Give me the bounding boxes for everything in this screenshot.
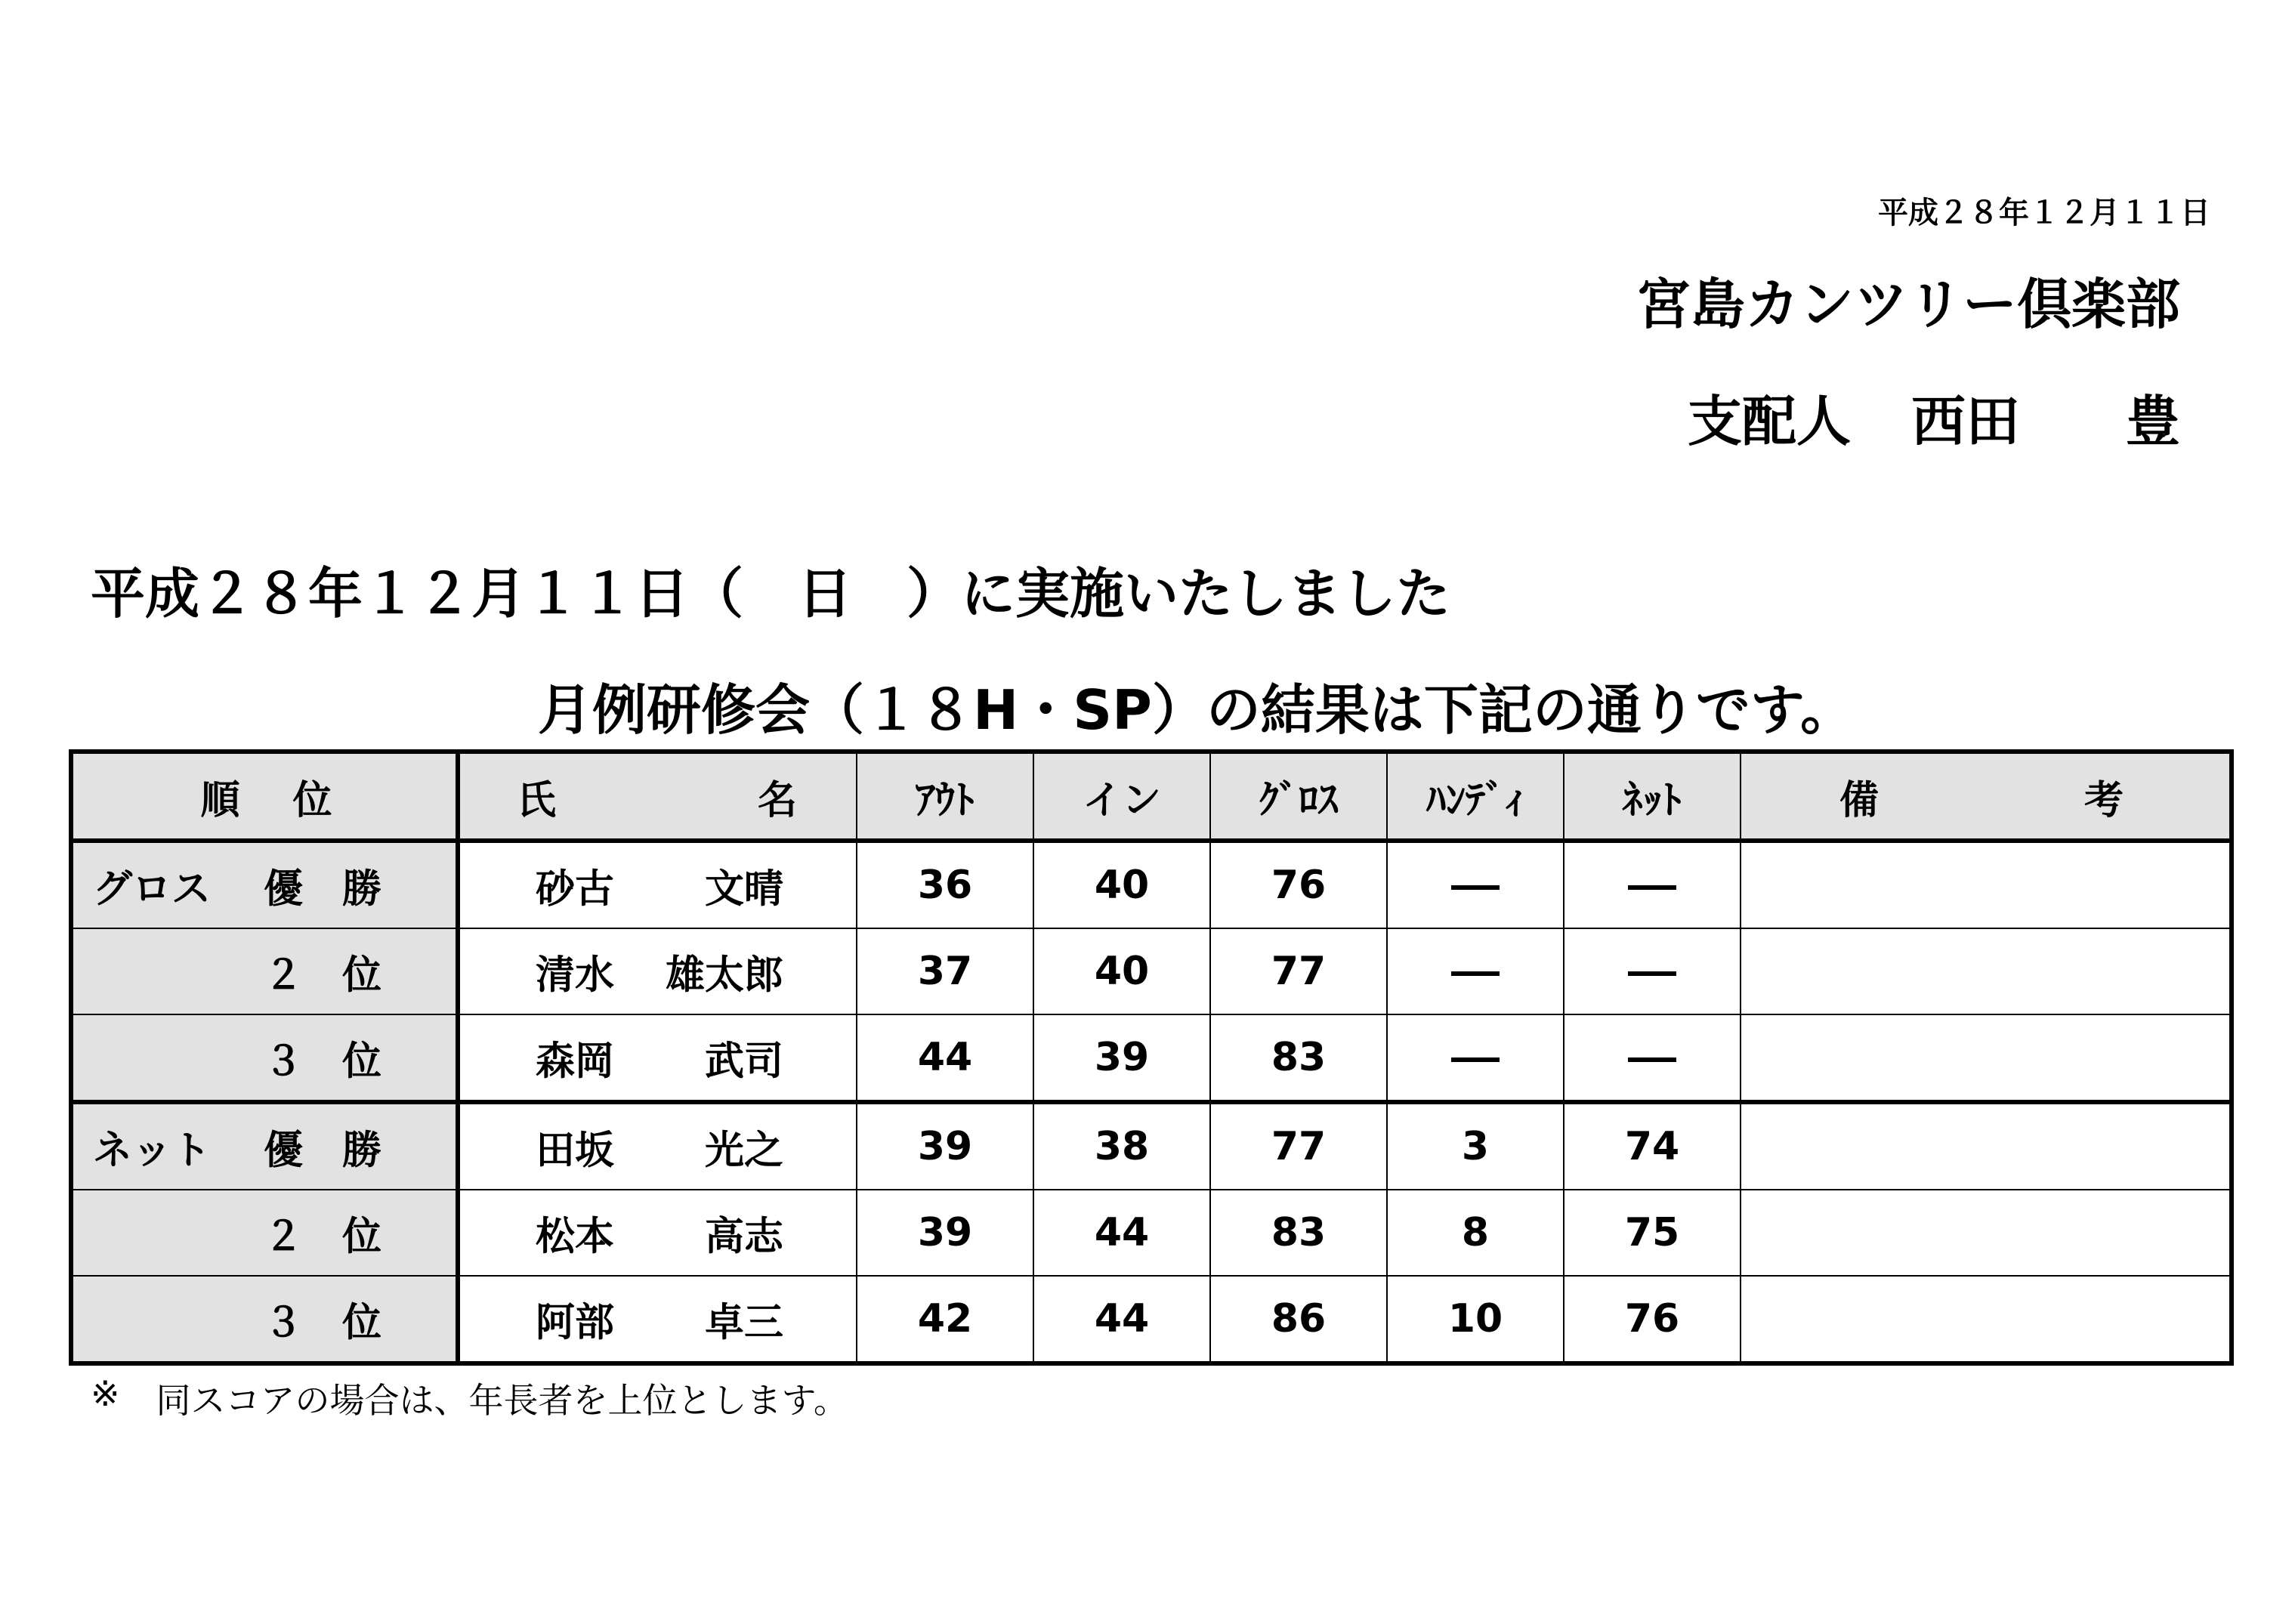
remarks-cell (1741, 1190, 2232, 1276)
dash-mark (1451, 971, 1500, 976)
out-score: 39 (857, 1102, 1033, 1190)
player-family-name: 田坂 (536, 1128, 615, 1174)
remarks-cell (1741, 1014, 2232, 1102)
player-name-cell (458, 1276, 857, 1363)
dash-mark (1451, 885, 1500, 890)
header-rank-char-1: 順 (200, 777, 240, 823)
table-header-row (71, 752, 2232, 841)
header-in: イン (1033, 752, 1210, 841)
rank-label: ２ 位 (264, 1214, 382, 1260)
in-score: 39 (1033, 1014, 1210, 1102)
header-out: ｱｳﾄ (857, 752, 1033, 841)
in-score: 44 (1033, 1276, 1210, 1363)
net-group-label: ネット (93, 1128, 212, 1174)
header-name (458, 752, 857, 841)
handicap-cell (1387, 928, 1564, 1014)
table-row (71, 928, 2232, 1014)
header-rank (71, 752, 458, 841)
player-given-name: 高志 (704, 1214, 783, 1260)
gross-score: 86 (1210, 1276, 1387, 1363)
rank-cell (71, 1276, 458, 1363)
table-row (71, 1190, 2232, 1276)
table-row (71, 841, 2232, 928)
net-score: 74 (1564, 1102, 1741, 1190)
handicap-score: 3 (1387, 1102, 1564, 1190)
rank-label: 優 勝 (264, 866, 382, 912)
gross-score: 76 (1210, 841, 1387, 928)
intro-line-1: 平成２８年１２月１１日（ 日 ）に実施いたしました (91, 562, 1451, 625)
player-given-name: 文晴 (704, 866, 783, 912)
out-score: 42 (857, 1276, 1033, 1363)
remarks-cell (1741, 928, 2232, 1014)
player-family-name: 清水 (536, 952, 615, 999)
net-score: 76 (1564, 1276, 1741, 1363)
rank-cell (71, 1014, 458, 1102)
in-score: 40 (1033, 928, 1210, 1014)
header-remarks (1741, 752, 2232, 841)
rank-label: ２ 位 (264, 952, 382, 999)
in-score: 40 (1033, 841, 1210, 928)
document-date: 平成２８年１２月１１日 (1878, 196, 2210, 230)
header-handicap: ﾊﾝﾃﾞｨ (1387, 752, 1564, 841)
club-name: 宮島カンツリー倶楽部 (1636, 273, 2180, 336)
handicap-cell (1387, 1014, 1564, 1102)
player-family-name: 森岡 (536, 1039, 615, 1085)
player-family-name: 阿部 (536, 1300, 615, 1346)
results-table (69, 749, 2234, 1366)
player-family-name: 松本 (536, 1214, 615, 1260)
player-name-cell (458, 928, 857, 1014)
gross-score: 77 (1210, 928, 1387, 1014)
handicap-score: 8 (1387, 1190, 1564, 1276)
player-given-name: 光之 (704, 1128, 783, 1174)
player-given-name: 卓三 (704, 1300, 783, 1346)
manager-line (1688, 378, 2180, 456)
net-cell (1564, 1014, 1741, 1102)
handicap-cell (1387, 841, 1564, 928)
remarks-cell (1741, 1276, 2232, 1363)
gross-group-label: グロス (93, 866, 212, 912)
in-score: 44 (1033, 1190, 1210, 1276)
dash-mark (1628, 971, 1676, 976)
player-name-cell (458, 841, 857, 928)
footnote (91, 1373, 848, 1423)
rank-cell (71, 928, 458, 1014)
remarks-cell (1741, 841, 2232, 928)
header-name-char-2: 名 (757, 777, 797, 823)
header-name-char-1: 氏 (517, 777, 557, 823)
reference-mark: ※ (91, 1373, 120, 1414)
net-score: 75 (1564, 1190, 1741, 1276)
header-net: ﾈｯﾄ (1564, 752, 1741, 841)
header-remarks-char-1: 備 (1839, 777, 1880, 823)
rank-label: ３ 位 (264, 1300, 382, 1346)
remarks-cell (1741, 1102, 2232, 1190)
player-name-cell (458, 1014, 857, 1102)
footnote-text: 同スコアの場合は、年長者を上位とします。 (156, 1380, 848, 1421)
player-name-cell (458, 1102, 857, 1190)
handicap-score: 10 (1387, 1276, 1564, 1363)
player-given-name: 雄太郎 (665, 952, 783, 999)
player-given-name: 武司 (704, 1039, 783, 1085)
rank-cell (71, 841, 458, 928)
table-row (71, 1014, 2232, 1102)
header-remarks-char-2: 考 (2083, 777, 2124, 823)
dash-mark (1628, 1057, 1676, 1062)
table-row (71, 1276, 2232, 1363)
dash-mark (1628, 885, 1676, 890)
out-score: 39 (857, 1190, 1033, 1276)
manager-given-name: 豊 (2125, 390, 2180, 453)
out-score: 36 (857, 841, 1033, 928)
manager-family-name: 西田 (1910, 390, 2020, 453)
rank-label: ３ 位 (264, 1039, 382, 1085)
intro-line-2: 月例研修会（１８H・SP）の結果は下記の通りです。 (538, 678, 1855, 742)
header-gross: ｸﾞﾛｽ (1210, 752, 1387, 841)
header-rank-char-2: 位 (292, 777, 332, 823)
gross-score: 77 (1210, 1102, 1387, 1190)
rank-label: 優 勝 (264, 1128, 382, 1174)
out-score: 44 (857, 1014, 1033, 1102)
gross-score: 83 (1210, 1190, 1387, 1276)
table-row (71, 1102, 2232, 1190)
dash-mark (1451, 1057, 1500, 1062)
rank-cell (71, 1190, 458, 1276)
in-score: 38 (1033, 1102, 1210, 1190)
rank-cell (71, 1102, 458, 1190)
player-family-name: 砂古 (536, 866, 615, 912)
player-name-cell (458, 1190, 857, 1276)
manager-title: 支配人 (1687, 390, 1851, 453)
net-cell (1564, 841, 1741, 928)
gross-score: 83 (1210, 1014, 1387, 1102)
out-score: 37 (857, 928, 1033, 1014)
net-cell (1564, 928, 1741, 1014)
